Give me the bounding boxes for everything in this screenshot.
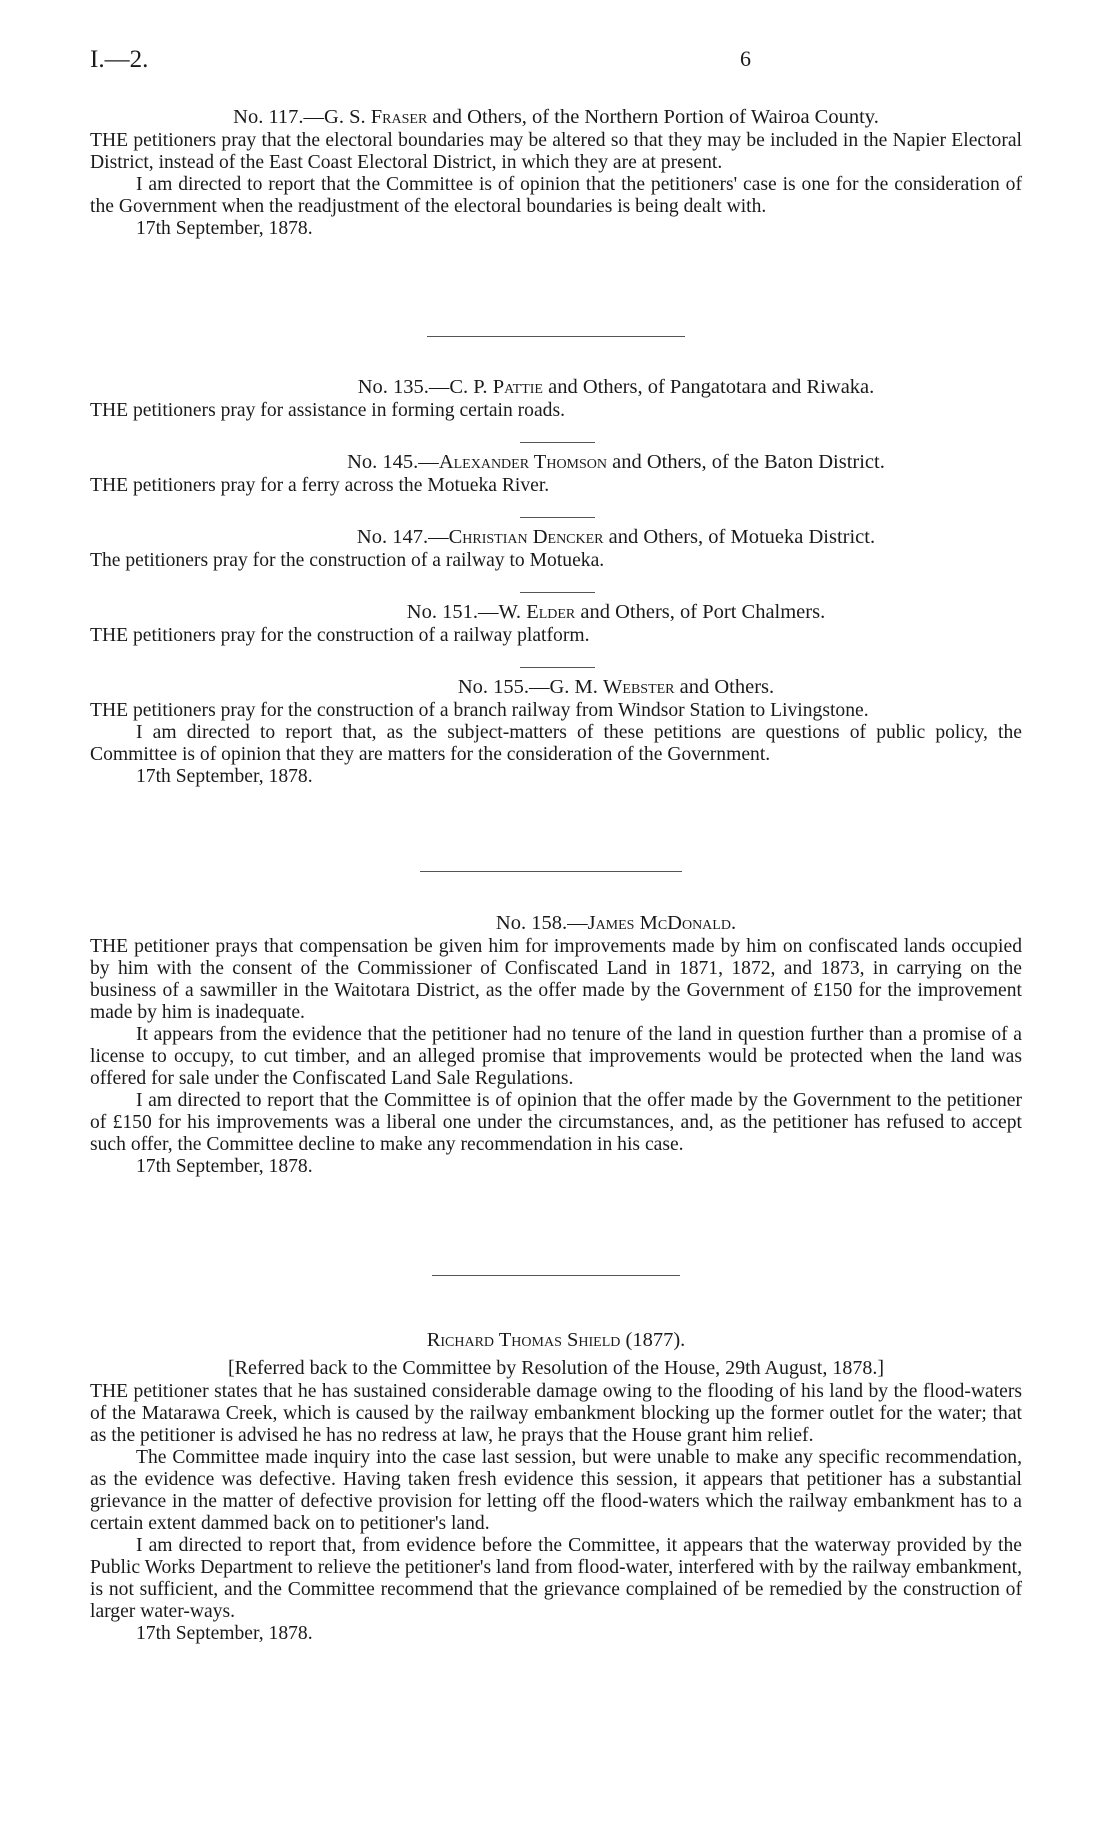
report-date: 17th September, 1878. bbox=[136, 218, 313, 239]
petition-heading: No. 147.—Christian Dencker and Others, of Motueka District. bbox=[356, 526, 876, 548]
petition-text: THE petitioners pray for the construction of a branch railway from Windsor Station to Livingstone. bbox=[90, 700, 869, 721]
petition-heading: No. 158.—James McDonald. bbox=[495, 912, 737, 934]
petition-heading: No. 151.—W. Elder and Others, of Port Chalmers. bbox=[406, 601, 826, 623]
petition-text: THE petitioner prays that compensation be given him for improvements made by him on confiscated lands occupied by him with the consent of the Commissioner of Confiscated Land in 1871, 1872, and 1873, in carrying on the business of a sawmiller in the Waitotara District, as the offer made by the Government of £150 for the improvement made by him is inadequate. bbox=[90, 936, 1022, 1023]
separator-line bbox=[520, 667, 595, 668]
committee-report: I am directed to report that the Committee is of opinion that the petitioners' case is one for the consideration of the Government when the readjustment of the electoral boundaries is being dealt with. bbox=[90, 174, 1022, 217]
section-divider bbox=[427, 336, 685, 337]
referral-note: [Referred back to the Committee by Resolution of the House, 29th August, 1878.] bbox=[228, 1357, 884, 1379]
committee-report: I am directed to report that the Committee is of opinion that the offer made by the Government to the petitioner of £150 for his improvements was a liberal one under the circumstances, and, as the petitioner has refused to accept such offer, the Committee decline to make any recommendation in his case. bbox=[90, 1090, 1022, 1155]
report-date: 17th September, 1878. bbox=[136, 766, 313, 787]
committee-report: I am directed to report that, as the subject-matters of these petitions are questions of public policy, the Committee is of opinion that they are matters for the consideration of the Government. bbox=[90, 722, 1022, 765]
committee-report: I am directed to report that, from evidence before the Committee, it appears that the waterway provided by the Public Works Department to relieve the petitioner's land from flood-water, interfered with by the railway embankment, is not sufficient, and the Committee recommend that the grievance complained of be remedied by the construction of larger water-ways. bbox=[90, 1535, 1022, 1622]
petition-shield bbox=[90, 1327, 1022, 1645]
section-divider bbox=[420, 871, 682, 872]
separator-line bbox=[520, 517, 595, 518]
report-date: 17th September, 1878. bbox=[136, 1156, 313, 1177]
petition-135 bbox=[90, 374, 1022, 422]
petition-text: THE petitioners pray for the construction of a railway platform. bbox=[90, 625, 590, 646]
petition-117 bbox=[90, 104, 1022, 240]
petition-147 bbox=[90, 524, 1022, 572]
report-date: 17th September, 1878. bbox=[136, 1623, 313, 1644]
section-divider bbox=[432, 1275, 680, 1276]
petition-heading: Richard Thomas Shield (1877). bbox=[426, 1329, 686, 1351]
petition-text: THE petitioner states that he has sustained considerable damage owing to the flooding of his land by the flood-waters of the Matarawa Creek, which is caused by the railway embankment blocking up the former outlet for the water; that as the petitioner is advised he has no redress at law, he prays that the House grant him relief. bbox=[90, 1381, 1022, 1446]
petition-text: THE petitioners pray for assistance in forming certain roads. bbox=[90, 400, 565, 421]
evidence-text: It appears from the evidence that the petitioner had no tenure of the land in question further than a promise of a license to occupy, to cut timber, and an alleged promise that improvements would be protected when the land was offered for sale under the Confiscated Land Sale Regulations. bbox=[90, 1024, 1022, 1089]
petition-151 bbox=[90, 599, 1022, 647]
separator-line bbox=[520, 442, 595, 443]
petition-heading: No. 135.—C. P. Pattie and Others, of Pangatotara and Riwaka. bbox=[357, 376, 875, 398]
petition-155 bbox=[90, 674, 1022, 788]
petition-text: The petitioners pray for the construction of a railway to Motueka. bbox=[90, 550, 605, 571]
petition-heading: No. 145.—Alexander Thomson and Others, of the Baton District. bbox=[347, 451, 885, 473]
petition-heading: No. 155.—G. M. Webster and Others. bbox=[457, 676, 775, 698]
petition-text: THE petitioners pray that the electoral boundaries may be altered so that they may be included in the Napier Electoral District, instead of the East Coast Electoral District, in which they are at present. bbox=[90, 130, 1022, 173]
committee-findings: The Committee made inquiry into the case last session, but were unable to make any specific recommendation, as the evidence was defective. Having taken fresh evidence this session, it appears that petitioner has a substantial grievance in the matter of defective provision for letting off the flood-waters which the railway embankment has to a certain extent dammed back on to petitioner's land. bbox=[90, 1447, 1022, 1534]
petition-heading: No. 117.—G. S. Fraser and Others, of the Northern Portion of Wairoa County. bbox=[233, 106, 879, 128]
petition-text: THE petitioners pray for a ferry across the Motueka River. bbox=[90, 475, 550, 496]
petition-145 bbox=[90, 449, 1022, 497]
petition-158 bbox=[90, 910, 1022, 1178]
document-reference: I.—2. bbox=[90, 46, 149, 73]
page-number: 6 bbox=[740, 46, 751, 71]
separator-line bbox=[520, 592, 595, 593]
